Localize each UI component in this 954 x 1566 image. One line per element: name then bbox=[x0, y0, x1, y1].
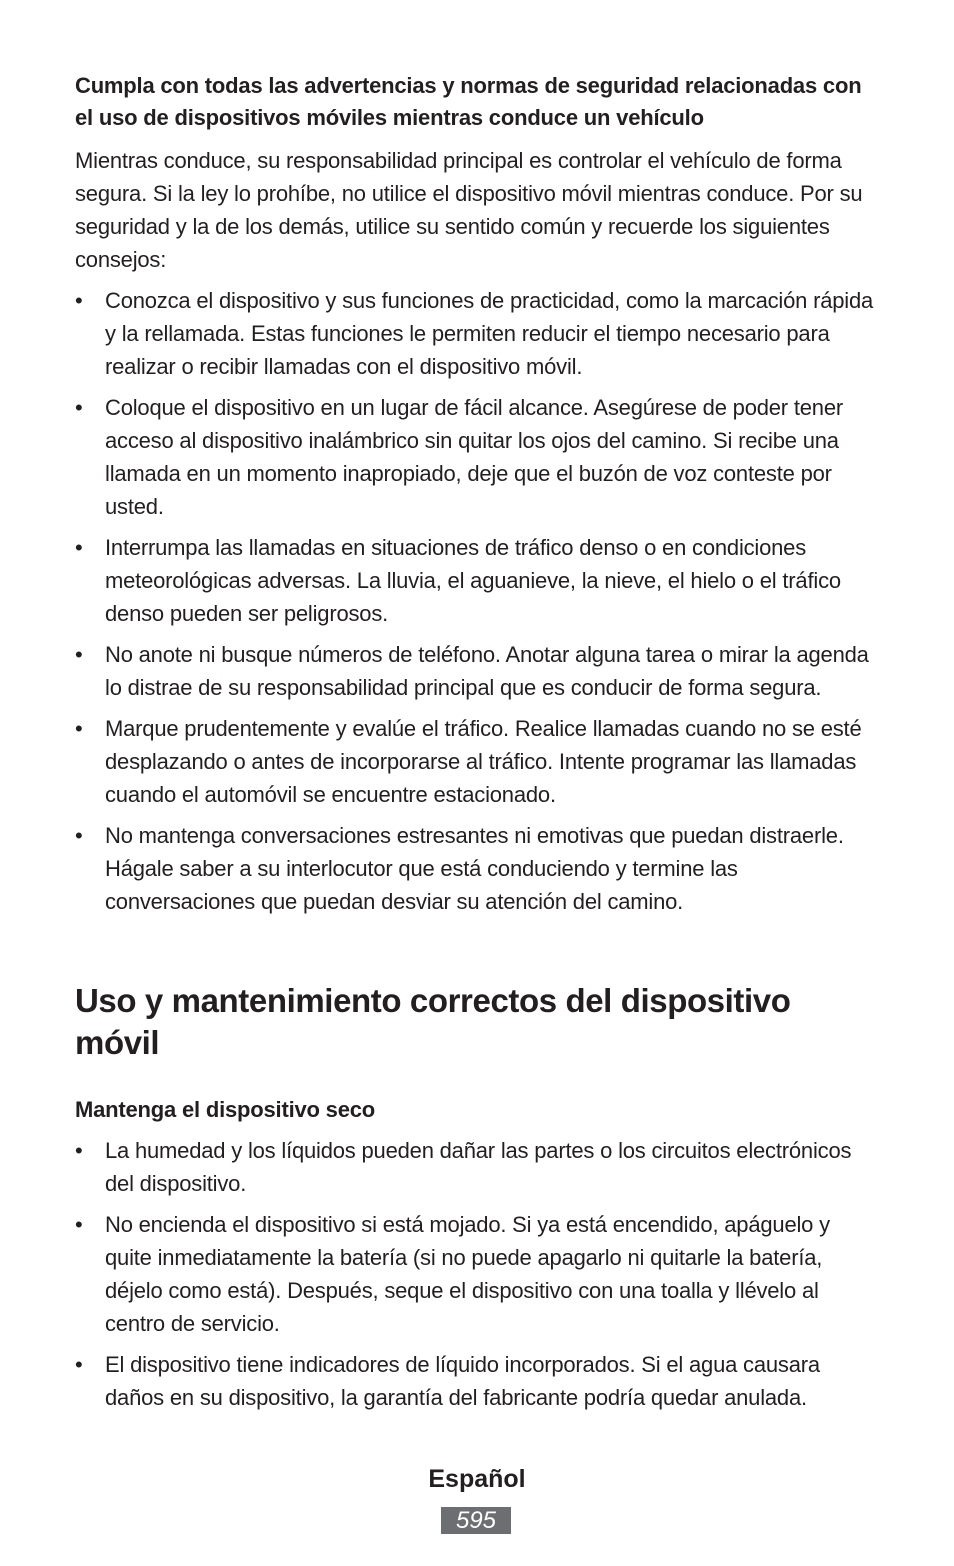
list-item: • No anote ni busque números de teléfono. Anotar alguna tarea o mirar la agenda lo distrae de su responsabilidad principal que es conducir de forma segura. bbox=[75, 638, 880, 704]
driving-safety-heading: Cumpla con todas las advertencias y normas de seguridad relacionadas con el uso de dispositivos móviles mientras conduce un vehículo bbox=[75, 73, 862, 130]
bullet-icon: • bbox=[75, 642, 83, 667]
bullet-icon: • bbox=[75, 716, 83, 741]
bullet-icon: • bbox=[75, 288, 83, 313]
bullet-icon: • bbox=[75, 823, 83, 848]
list-item: • El dispositivo tiene indicadores de líquido incorporados. Si el agua causara daños en su dispositivo, la garantía del fabricante podría quedar anulada. bbox=[75, 1348, 880, 1414]
list-item: • Conozca el dispositivo y sus funciones de practicidad, como la marcación rápida y la rellamada. Estas funciones le permiten reducir el tiempo necesario para realizar o recibir llamadas con el dispositivo móvil. bbox=[75, 284, 880, 383]
driving-safety-intro: Mientras conduce, su responsabilidad principal es controlar el vehículo de forma segura. Si la ley lo prohíbe, no utilice el dispositivo móvil mientras conduce. Por su seguridad y la de los demás, utilice su sentido común y recuerde los siguientes consejos: bbox=[75, 148, 863, 272]
list-item: • Marque prudentemente y evalúe el tráfico. Realice llamadas cuando no se esté desplazando o antes de incorporarse al tráfico. Intente programar las llamadas cuando el automóvil se encuentre estacionado. bbox=[75, 712, 880, 811]
driving-tips-list bbox=[75, 284, 880, 918]
list-item: • No encienda el dispositivo si está mojado. Si ya está encendido, apáguelo y quite inmediatamente la batería (si no puede apagarlo ni quitarle la batería, déjelo como está). Después, seque el dispositivo con una toalla y llévelo al centro de servicio. bbox=[75, 1208, 880, 1340]
bullet-icon: • bbox=[75, 395, 83, 420]
keep-dry-heading: Mantenga el dispositivo seco bbox=[75, 1097, 376, 1122]
list-item: • Coloque el dispositivo en un lugar de fácil alcance. Asegúrese de poder tener acceso al dispositivo inalámbrico sin quitar los ojos del camino. Si recibe una llamada en un momento inapropiado, deje que el buzón de voz conteste por usted. bbox=[75, 391, 880, 523]
list-item: • La humedad y los líquidos pueden dañar las partes o los circuitos electrónicos del dispositivo. bbox=[75, 1134, 880, 1200]
bullet-icon: • bbox=[75, 535, 83, 560]
page-number: 595 bbox=[441, 1507, 511, 1534]
keep-dry-list bbox=[75, 1134, 880, 1414]
bullet-icon: • bbox=[75, 1352, 83, 1377]
page-content bbox=[75, 70, 880, 1422]
footer-language: Español bbox=[428, 1465, 526, 1493]
list-item: • Interrumpa las llamadas en situaciones de tráfico denso o en condiciones meteorológicas adversas. La lluvia, el aguanieve, la nieve, el hielo o el tráfico denso pueden ser peligrosos. bbox=[75, 531, 880, 630]
bullet-icon: • bbox=[75, 1212, 83, 1237]
bullet-icon: • bbox=[75, 1138, 83, 1163]
section-title: Uso y mantenimiento correctos del dispositivo móvil bbox=[75, 982, 791, 1061]
list-item: • No mantenga conversaciones estresantes ni emotivas que puedan distraerle. Hágale saber a su interlocutor que está conduciendo y termine las conversaciones que puedan desviar su atención del camino. bbox=[75, 819, 880, 918]
